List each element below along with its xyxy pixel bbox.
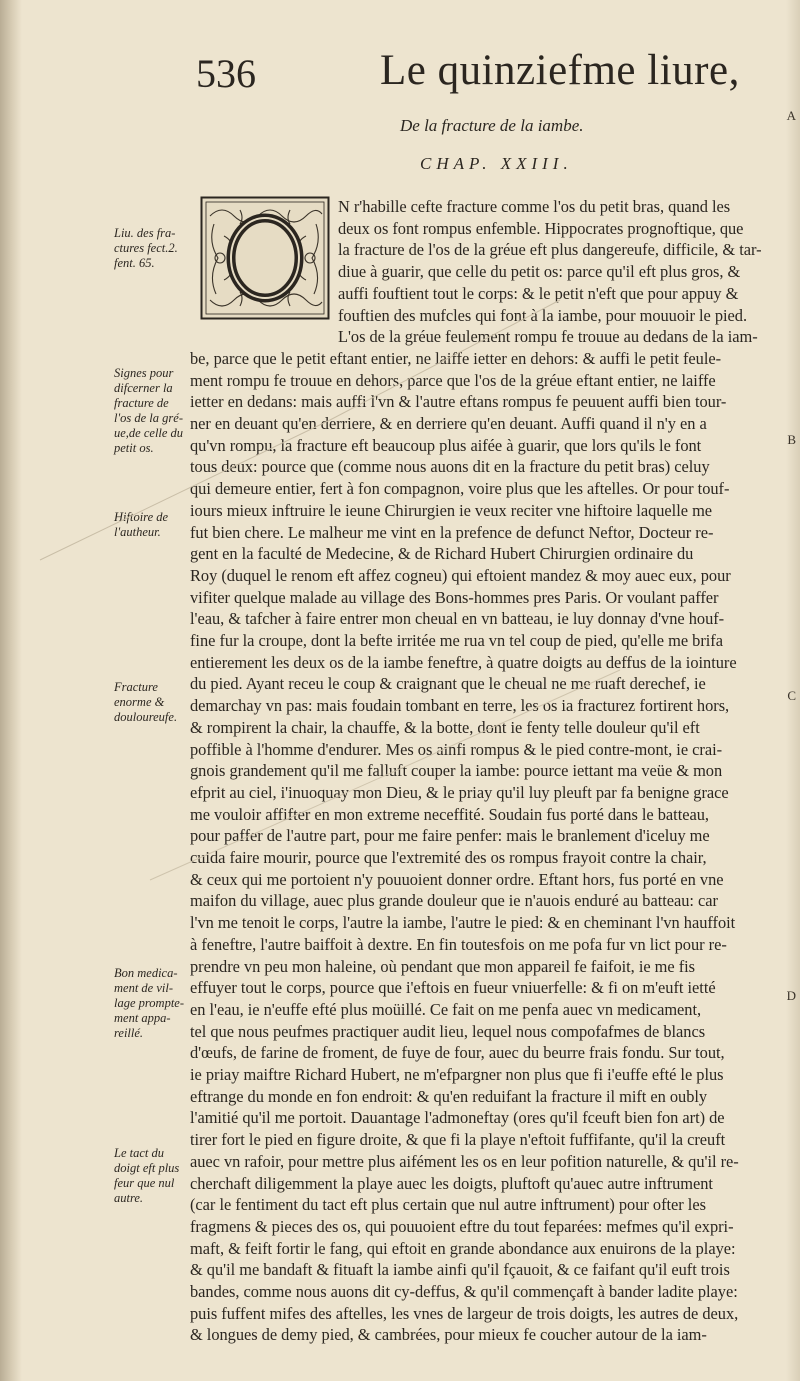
marginal-note-4: Fracture enorme & douloureufe.: [114, 680, 178, 724]
text-line: à feneftre, l'autre baiffoit à dextre. En fin toutesfois on me pofa fur vn lict pour re-: [190, 934, 727, 954]
text-line: diue à guarir, que celle du petit os: parce qu'il eft plus gros, &: [338, 262, 741, 282]
text-line: l'vn me tenoit le corps, l'autre la iambe, l'autre le pied: & en cheminant l'vn hauffoit: [190, 913, 736, 933]
text-line: eftrange du monde en fon endroit: & qu'en reduifant la fracture il mift en oubly: [190, 1086, 708, 1106]
text-line: du pied. Ayant receu le coup & craignant que le cheual ne me ruaft derechef, ie: [190, 674, 706, 694]
edge-letter-b: B: [787, 432, 796, 447]
text-line: en l'eau, ie n'euffe efté plus moüillé. Ce fait on me penfa auec vn medicament,: [190, 999, 702, 1019]
text-line: & rompirent la chair, la chauffe, & la botte, dont ie fenty telle douleur qu'il eft: [190, 717, 700, 737]
text-line: qu'vn rompu, la fracture eft beaucoup plus aifée à guarir, que lors qu'ils le font: [190, 435, 702, 455]
chapter-heading: CHAP. XXIII.: [420, 154, 573, 173]
text-line: l'eau, & tafcher à faire entrer mon cheual en vn batteau, ie luy donnay d'vne houf-: [190, 609, 725, 629]
text-line: & longues de demy pied, & cambrées, pour mieux fe coucher autour de la iam-: [190, 1325, 707, 1345]
text-line: fragmens & pieces des os, qui pouuoient eftre du tout feparées: mefmes qu'il expri-: [190, 1216, 734, 1236]
page-binding-shadow: [0, 0, 22, 1381]
text-line: effuyer tout le corps, pource que i'eftois en fueur vniuerfelle: & fi on m'euft ietté: [190, 978, 716, 998]
page-number: 536: [196, 51, 256, 96]
text-line: N r'habille cefte fracture comme l'os du petit bras, quand les: [338, 197, 731, 216]
text-line: tel que nous peufmes practiquer audit lieu, lequel nous compofafmes de blancs: [190, 1021, 706, 1041]
marginal-note-1: Liu. des fra- ctures fect.2. fent. 65.: [114, 226, 178, 270]
text-line: & qu'il me bandaft & fituaft la iambe ainfi qu'il fçauoit, & ce faifant qu'il euft trois: [190, 1260, 730, 1280]
text-line: fine fur la croupe, dont la befte irritée me rua vn tel coup de pied, qu'elle me brifa: [190, 631, 723, 650]
marginal-note-6: Le tact du doigt eft plus feur que nul autre.: [114, 1146, 180, 1205]
text-line: ie priay maiftre Richard Hubert, ne m'efpargner non plus que fi i'euffe efté le plus: [190, 1065, 724, 1084]
text-line: efprit au ciel, i'inuoquay mon Dieu, & le priay qu'il luy pleuft par fa benigne grace: [190, 782, 729, 802]
edge-letter-c: C: [787, 688, 796, 703]
text-line: ietter en dedans: mais auffi l'vn & l'autre eftans rompus fe peuuent auffi bien tour-: [190, 392, 727, 412]
text-line: ment rompu fe trouue en dehors, parce que l'os de la gréue eftant entier, ne laiffe: [190, 370, 716, 390]
text-line: maifon du village, auec plus grande douleur que ie n'auois enduré au batteau: car: [190, 891, 718, 911]
text-line: d'œufs, de farine de froment, de fuye de four, auec du beurre frais fondu. Sur tout,: [190, 1043, 725, 1063]
text-line: (car le fentiment du tact eft plus certain que nul autre inftrument) pour ofter les: [190, 1195, 706, 1215]
text-line: vifiter quelque malade au village des Bons-hommes pres Paris. Or voulant paffer: [190, 587, 719, 607]
decorated-initial-o: [200, 196, 330, 320]
text-line: l'amitié qu'il me portoit. Dauantage l'admoneftay (ores qu'il fceuft bien fon art) de: [190, 1108, 725, 1128]
text-line: cherchaft diligemment la playe auec les doigts, pluftoft qu'auec autre inftrument: [190, 1173, 713, 1193]
text-line: fut bien chere. Le malheur me vint en la prefence de defunct Neftor, Docteur re-: [190, 522, 714, 542]
text-line: poffible à l'homme d'endurer. Mes os ainfi rompus & le pied contre-mont, ie crai-: [190, 739, 723, 759]
text-line: tirer fort le pied en figure droite, & que fi la playe n'eftoit fuffifante, qu'il la creuft: [190, 1130, 726, 1150]
text-line: prendre vn peu mon haleine, où pendant que mon appareil fe faifoit, ie me fis: [190, 956, 696, 976]
edge-letter-d: D: [786, 988, 796, 1003]
text-line: tous deux: pource que (comme nous auons dit en la fracture du petit bras) celuy: [190, 457, 710, 477]
text-line: puis fuffent mifes des aftelles, les vnes de largeur de trois doigts, les autres de deux,: [190, 1303, 739, 1323]
text-line: entierement les deux os de la iambe feneftre, à quatre doigts au deffus de la iointure: [190, 652, 737, 672]
marginal-note-5: Bon medica- ment de vil- lage prompte- ment appa- reillé.: [114, 966, 185, 1040]
text-line: be, parce que le petit eftant entier, ne laiffe ietter en dehors: & auffi le petit feule-: [190, 348, 722, 368]
text-line: & ceux qui me portoient n'y pouuoient donner ordre. Eftant hors, fus porté en vne: [190, 869, 724, 889]
text-line: bandes, comme nous auons dit cy-deffus, & qu'il commençaft à bander ladite playe:: [190, 1282, 738, 1301]
text-line: gnois grandement qu'il me falluft couper la iambe: pource iettant ma veüe & mon: [190, 761, 723, 781]
text-line: pour paffer de l'autre part, pour me faire penfer: mais le branlement d'iceluy me: [190, 826, 710, 846]
running-title: Le quinziefme liure,: [380, 47, 740, 94]
text-line: Roy (duquel le renom eft affez cogneu) qui eftoient mandez & moy auec eux, pour: [190, 565, 731, 585]
text-line: iours mieux inftruire le ieune Chirurgien ie veux reciter vne hiftoire laquelle me: [190, 500, 713, 520]
text-line: gent en la faculté de Medecine, & de Richard Hubert Chirurgien ordinaire du: [190, 544, 694, 564]
text-line: ner en deuant qu'en derriere, & en derriere qu'en deuant. Auffi quand il n'y en a: [190, 414, 707, 433]
text-line: maft, & feift fortir le fang, qui eftoit en grande abondance aux enuirons de la playe:: [190, 1238, 736, 1258]
text-line: auffi fouftient tout le corps: & le petit n'eft que pour appuy &: [338, 283, 739, 303]
text-line: auec vn rafoir, pour mettre plus aifément les os en leur pofition naturelle, & qu'il re-: [190, 1151, 739, 1171]
text-line: cuida faire mourir, pource que l'extremité des os rompus frayoit contre la chair,: [190, 848, 707, 867]
text-line: la fracture de l'os de la gréue eft plus dangereufe, difficile, & tar-: [338, 240, 762, 260]
text-line: deux os font rompus enfemble. Hippocrates prognoftique, que: [338, 218, 744, 238]
text-line: demarchay vn pas: mais foudain tombant en terre, les os ia fracturez fortirent hors,: [190, 696, 730, 716]
text-line: fouftien des mufcles qui font à la iambe, pour mouuoir le pied.: [338, 305, 748, 325]
text-line: L'os de la gréue feulement rompu fe trouue au dedans de la iam-: [338, 327, 758, 347]
marginal-note-3: Hiftoire de l'autheur.: [114, 510, 169, 539]
text-line: me vouloir affifter en mon extreme neceffité. Soudain fus porté dans le batteau,: [190, 804, 709, 824]
section-title: De la fracture de la iambe.: [400, 116, 584, 135]
edge-letter-a: A: [786, 108, 796, 123]
text-line: qui demeure entier, fert à fon compagnon, voire plus que les aftelles. Or pour touf-: [190, 479, 730, 499]
marginal-note-2: Signes pour difcerner la fracture de l'os de la gré- ue,de celle du petit os.: [114, 366, 184, 455]
